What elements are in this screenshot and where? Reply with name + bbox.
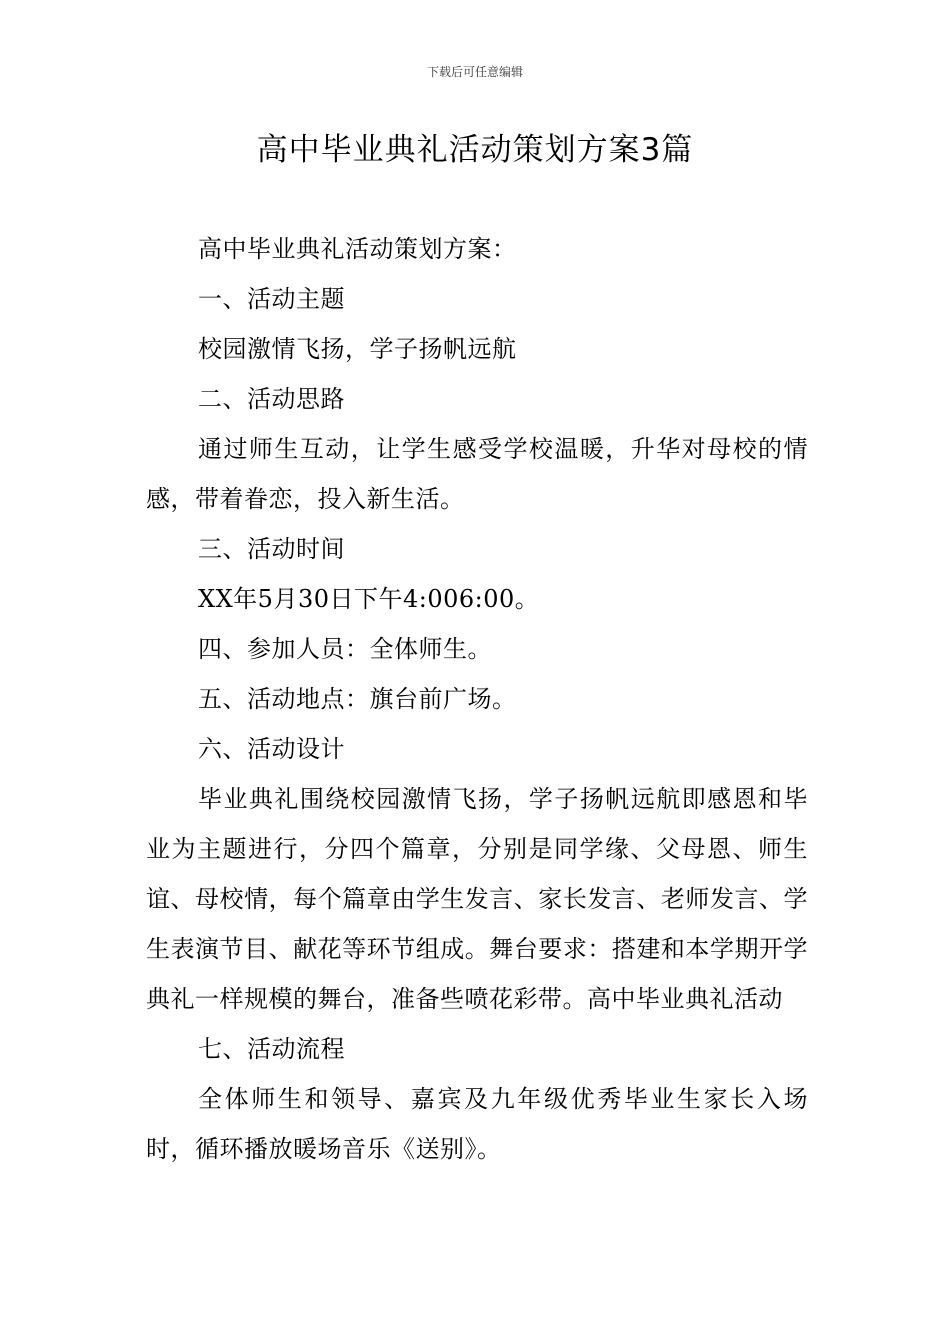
section-heading-time: 三、活动时间 bbox=[198, 535, 345, 563]
paragraph-time: XX年5月30日下午4:006:00。 bbox=[198, 585, 540, 613]
paragraph-process: 全体师生和领导、嘉宾及九年级优秀毕业生家长入场时，循环播放暖场音乐《送别》。 bbox=[146, 1085, 808, 1163]
document-body bbox=[146, 224, 808, 1174]
paragraph-intro: 高中毕业典礼活动策划方案： bbox=[198, 235, 517, 263]
section-heading-theme: 一、活动主题 bbox=[198, 285, 345, 313]
header-note: 下载后可任意编辑 bbox=[426, 65, 523, 79]
paragraph-participants: 四、参加人员：全体师生。 bbox=[198, 635, 492, 663]
section-heading-approach: 二、活动思路 bbox=[198, 385, 345, 413]
paragraph-theme: 校园激情飞扬，学子扬帆远航 bbox=[198, 335, 517, 363]
section-heading-process: 七、活动流程 bbox=[198, 1035, 345, 1063]
document-title: 高中毕业典礼活动策划方案3篇 bbox=[256, 132, 694, 168]
paragraph-approach: 通过师生互动，让学生感受学校温暖，升华对母校的情感，带着眷恋，投入新生活。 bbox=[146, 435, 808, 513]
paragraph-design: 毕业典礼围绕校园激情飞扬，学子扬帆远航即感恩和毕业为主题进行，分四个篇章，分别是同学缘、父母恩、师生谊、母校情，每个篇章由学生发言、家长发言、老师发言、学生表演节目、献花等环节组成。舞台要求：搭建和本学期开学典礼一样规模的舞台，准备些喷花彩带。高中毕业典礼活动 bbox=[146, 785, 808, 1013]
paragraph-location: 五、活动地点：旗台前广场。 bbox=[198, 685, 517, 713]
section-heading-design: 六、活动设计 bbox=[198, 735, 345, 763]
